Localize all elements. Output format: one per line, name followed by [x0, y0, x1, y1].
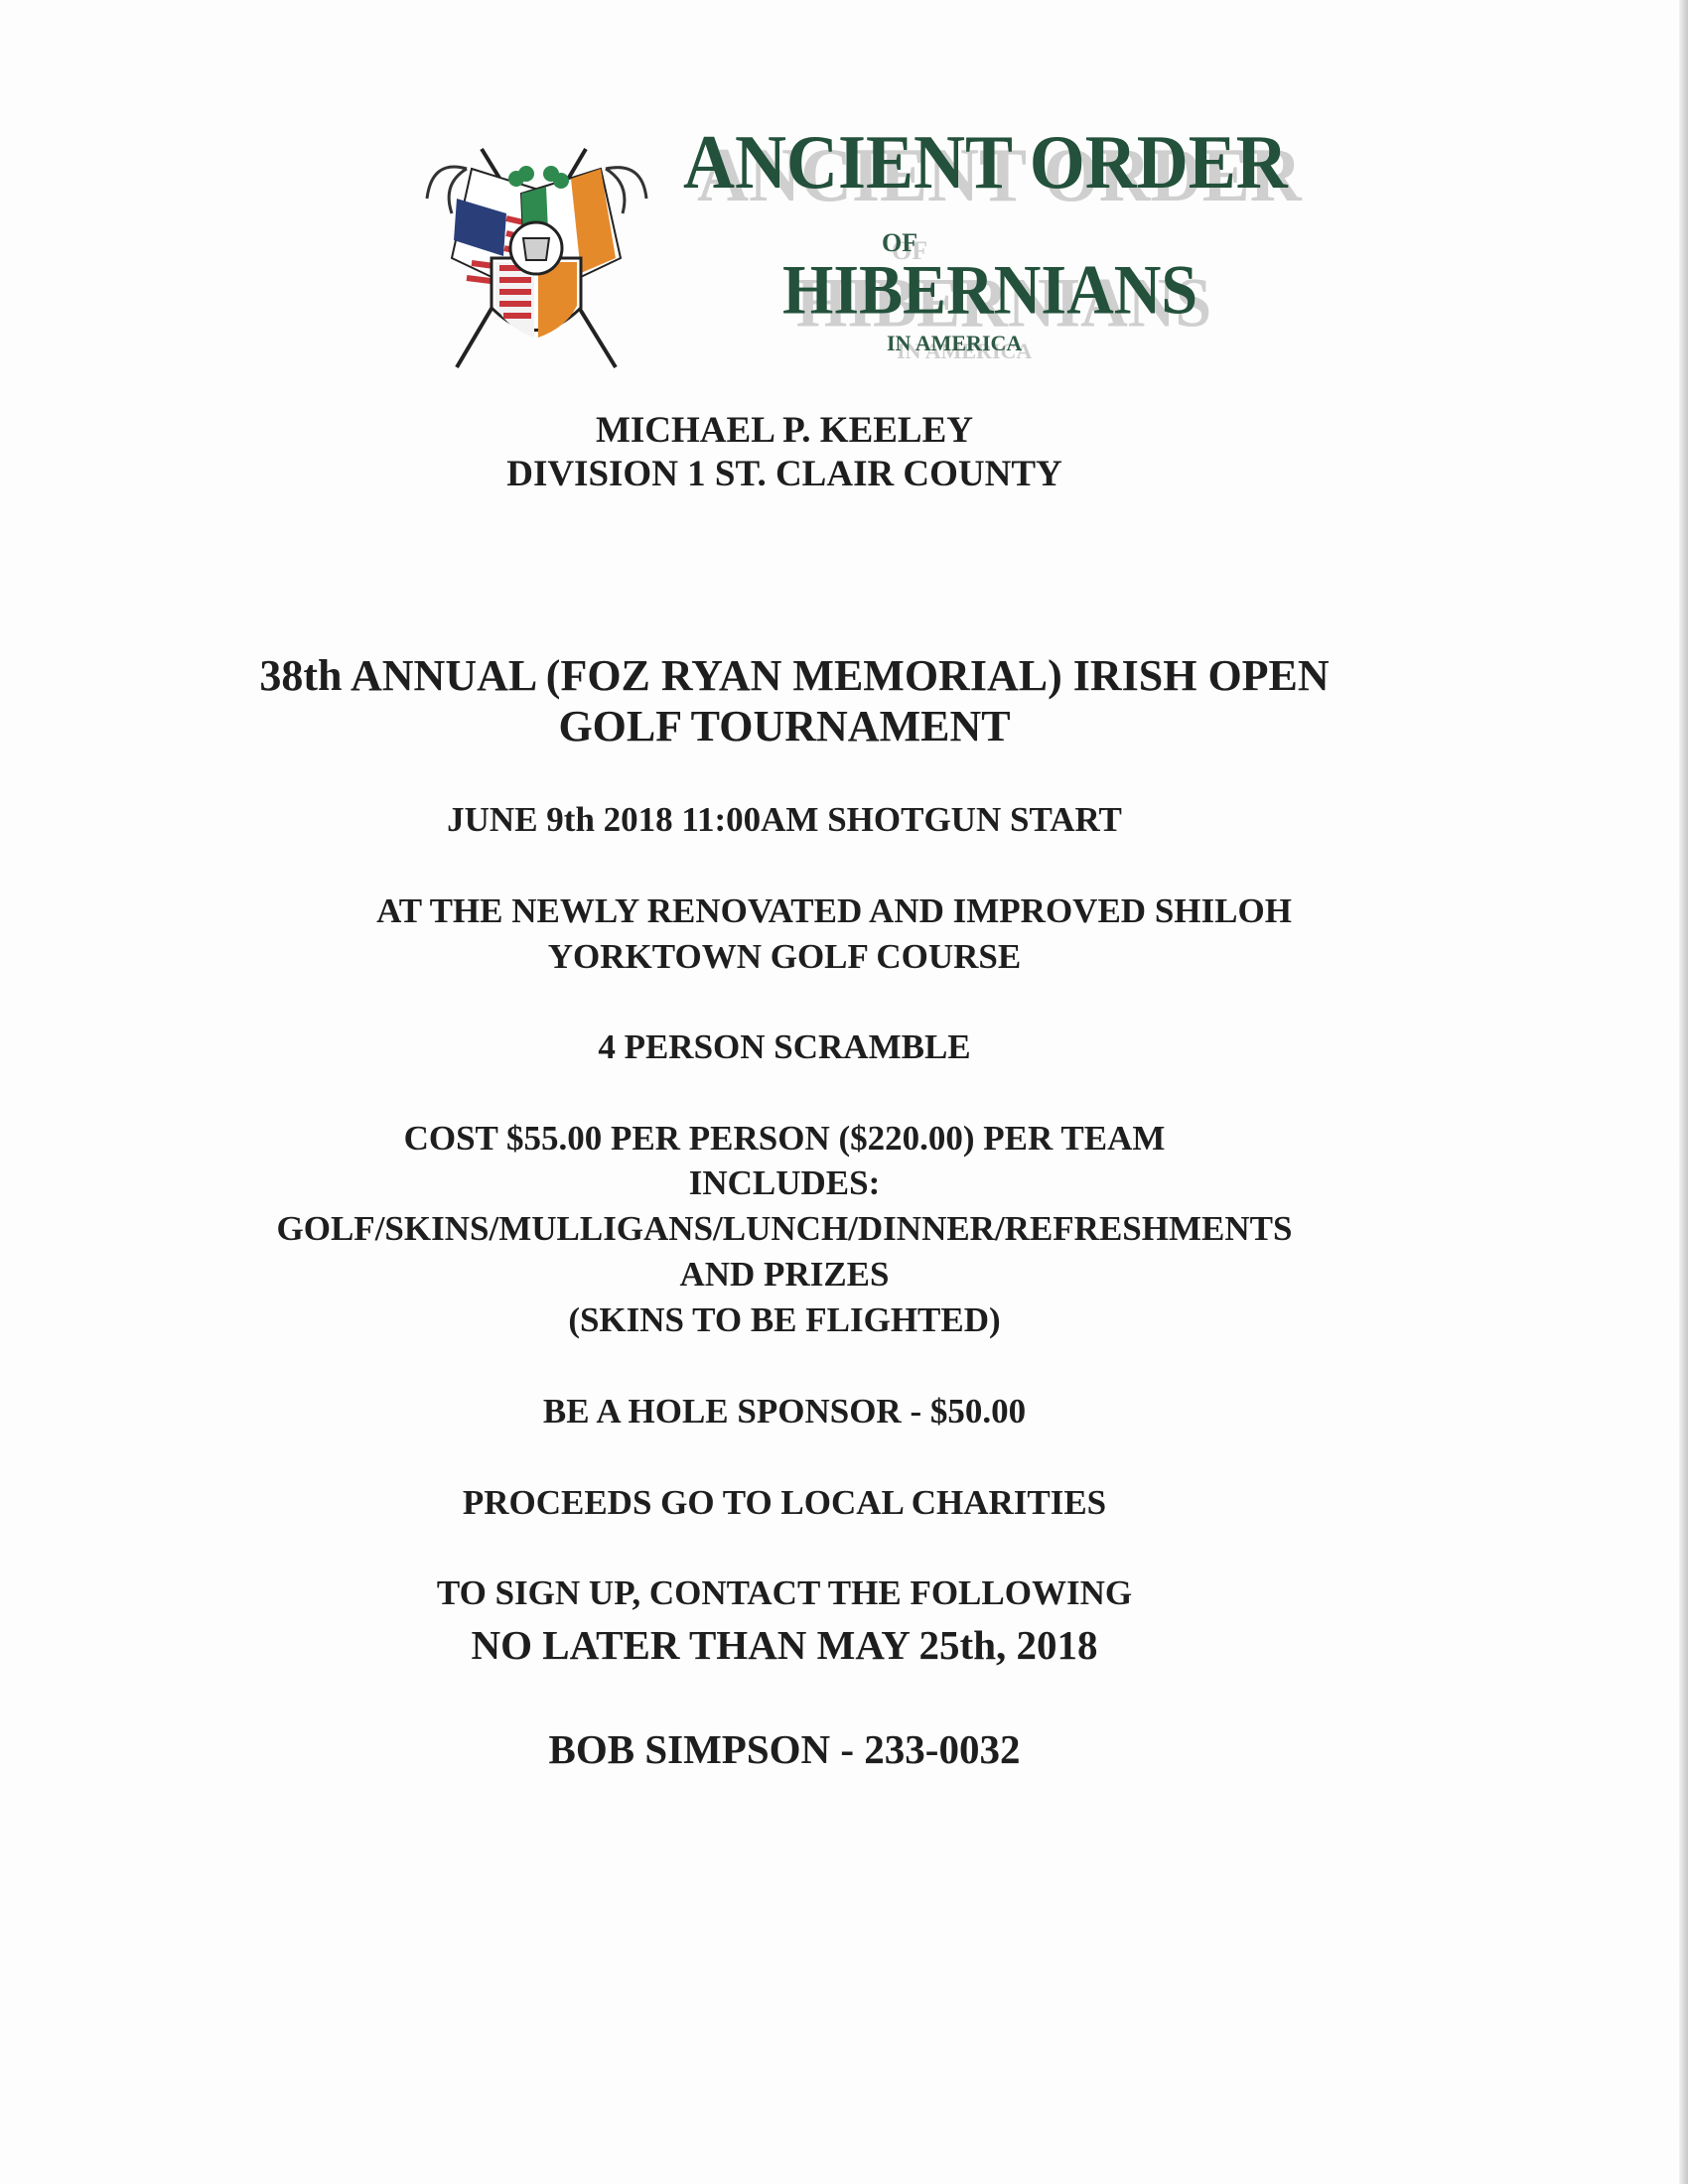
signup-instructions: TO SIGN UP, CONTACT THE FOLLOWING [436, 1573, 1133, 1612]
signup-contact: BOB SIMPSON - 233-0032 [548, 1726, 1021, 1772]
aoh-wordmark [0, 0, 1688, 397]
hole-sponsor: BE A HOLE SPONSOR - $50.00 [542, 1392, 1027, 1431]
logo-text-line1: ANCIENT ORDER [683, 118, 1288, 205]
cost-includes-label: INCLUDES: [688, 1163, 881, 1202]
org-division: DIVISION 1 ST. CLAIR COUNTY [506, 454, 1062, 494]
event-location-line2: YORKTOWN GOLF COURSE [547, 937, 1022, 976]
logo-text-line3: HIBERNIANS [782, 251, 1198, 330]
cost-prizes: AND PRIZES [679, 1255, 890, 1294]
event-format: 4 PERSON SCRAMBLE [598, 1027, 971, 1066]
logo-text-line4: IN AMERICA [887, 331, 1023, 355]
event-title-line1: 38th ANNUAL (FOZ RYAN MEMORIAL) IRISH OPEN [259, 651, 1330, 700]
aoh-crest-logo [412, 139, 660, 382]
page-edge-shadow [1679, 0, 1688, 2184]
signup-deadline: NO LATER THAN MAY 25th, 2018 [471, 1622, 1098, 1668]
cost-skins-note: (SKINS TO BE FLIGHTED) [568, 1300, 1001, 1339]
event-location-line1: AT THE NEWLY RENOVATED AND IMPROVED SHILOH [376, 891, 1292, 930]
event-title-line2: GOLF TOURNAMENT [558, 702, 1011, 751]
proceeds-note: PROCEEDS GO TO LOCAL CHARITIES [462, 1483, 1107, 1522]
cost-line1: COST $55.00 PER PERSON ($220.00) PER TEAM [403, 1119, 1166, 1158]
cost-includes-list: GOLF/SKINS/MULLIGANS/LUNCH/DINNER/REFRESHMENTS [276, 1209, 1293, 1248]
crossed-flags-shield-icon [412, 139, 660, 382]
org-name: MICHAEL P. KEELEY [595, 410, 974, 451]
logo-text-line2: OF [882, 228, 918, 257]
event-date-time: JUNE 9th 2018 11:00AM SHOTGUN START [447, 800, 1122, 839]
